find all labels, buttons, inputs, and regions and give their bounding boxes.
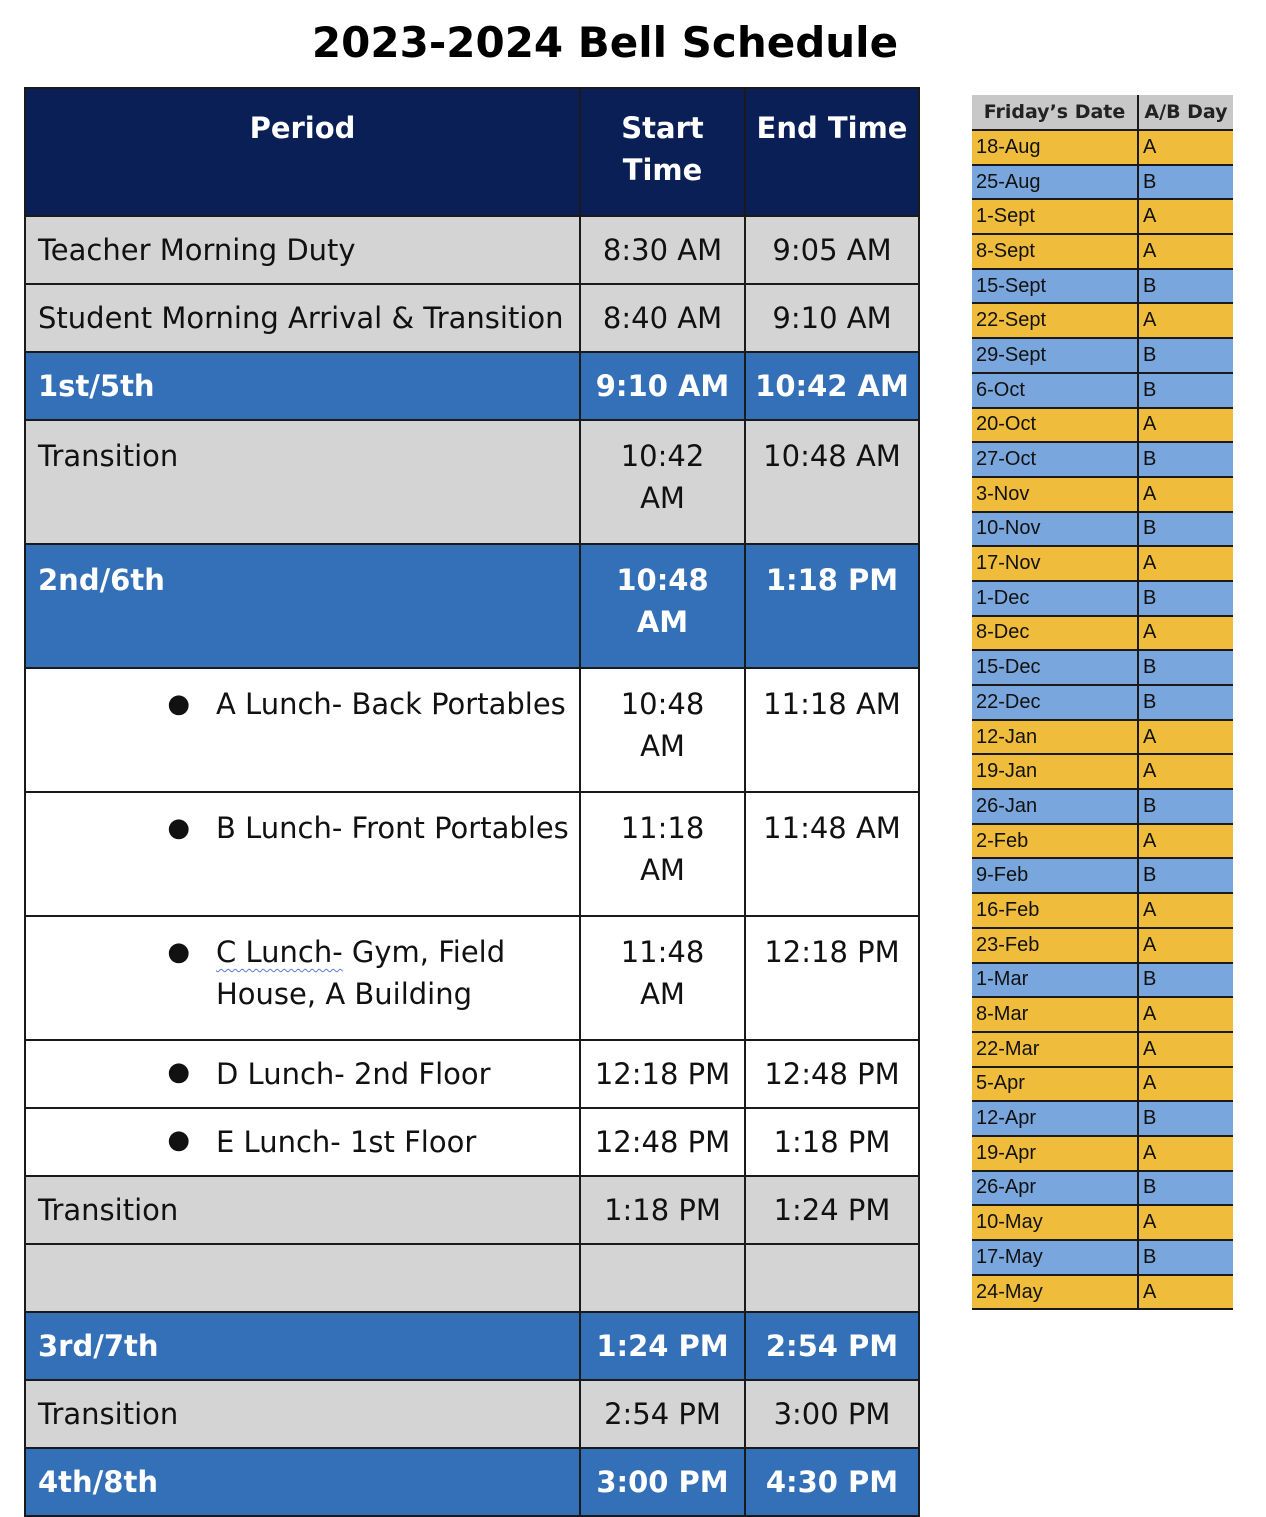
schedule-row bbox=[25, 916, 919, 1040]
calendar-row bbox=[972, 789, 1233, 824]
ab-day-value: A bbox=[1138, 199, 1233, 234]
friday-date: 10-Nov bbox=[972, 512, 1138, 547]
schedule-row bbox=[25, 216, 919, 284]
bullet-icon: ● bbox=[167, 1125, 190, 1155]
header-fridays-date: Friday’s Date bbox=[972, 95, 1138, 130]
bell-schedule-table bbox=[24, 87, 920, 1517]
ab-day-value: B bbox=[1138, 1101, 1233, 1136]
friday-date: 8-Sept bbox=[972, 234, 1138, 269]
calendar-row bbox=[972, 1136, 1233, 1171]
friday-date: 22-Dec bbox=[972, 685, 1138, 720]
calendar-row bbox=[972, 685, 1233, 720]
end-time: 9:10 AM bbox=[745, 284, 919, 352]
period-name: Transition bbox=[25, 1176, 580, 1244]
calendar-row bbox=[972, 1171, 1233, 1206]
start-time: 1:24 PM bbox=[580, 1312, 745, 1380]
calendar-header-row bbox=[972, 95, 1233, 130]
period-name: ● A Lunch- Back Portables bbox=[25, 668, 580, 792]
ab-day-value: A bbox=[1138, 477, 1233, 512]
calendar-row bbox=[972, 858, 1233, 893]
start-time: 11:18 AM bbox=[580, 792, 745, 916]
bullet-icon: ● bbox=[167, 937, 190, 967]
calendar-row bbox=[972, 130, 1233, 165]
end-time: 12:18 PM bbox=[745, 916, 919, 1040]
period-name: Student Morning Arrival & Transition bbox=[25, 284, 580, 352]
start-time: 2:54 PM bbox=[580, 1380, 745, 1448]
schedule-row bbox=[25, 420, 919, 544]
friday-date: 17-Nov bbox=[972, 546, 1138, 581]
friday-date: 26-Apr bbox=[972, 1171, 1138, 1206]
period-name: 2nd/6th bbox=[25, 544, 580, 668]
start-time: 11:48 AM bbox=[580, 916, 745, 1040]
start-time: 8:30 AM bbox=[580, 216, 745, 284]
calendar-row bbox=[972, 616, 1233, 651]
calendar-row bbox=[972, 1032, 1233, 1067]
ab-day-value: B bbox=[1138, 789, 1233, 824]
end-time: 2:54 PM bbox=[745, 1312, 919, 1380]
ab-day-value: B bbox=[1138, 373, 1233, 408]
calendar-row bbox=[972, 1205, 1233, 1240]
friday-date: 26-Jan bbox=[972, 789, 1138, 824]
calendar-row bbox=[972, 165, 1233, 200]
ab-day-value: B bbox=[1138, 512, 1233, 547]
ab-day-value: A bbox=[1138, 1136, 1233, 1171]
friday-date: 19-Apr bbox=[972, 1136, 1138, 1171]
end-time bbox=[745, 1244, 919, 1312]
friday-date: 23-Feb bbox=[972, 928, 1138, 963]
start-time bbox=[580, 1244, 745, 1312]
calendar-row bbox=[972, 893, 1233, 928]
schedule-row bbox=[25, 352, 919, 420]
friday-date: 9-Feb bbox=[972, 858, 1138, 893]
schedule-row bbox=[25, 544, 919, 668]
calendar-row bbox=[972, 1067, 1233, 1102]
ab-day-value: A bbox=[1138, 546, 1233, 581]
friday-date: 25-Aug bbox=[972, 165, 1138, 200]
ab-day-value: B bbox=[1138, 650, 1233, 685]
header-start-time: Start Time bbox=[580, 88, 745, 216]
friday-date: 1-Mar bbox=[972, 963, 1138, 998]
calendar-row bbox=[972, 512, 1233, 547]
ab-day-value: B bbox=[1138, 269, 1233, 304]
friday-date: 22-Mar bbox=[972, 1032, 1138, 1067]
friday-date: 12-Jan bbox=[972, 720, 1138, 755]
ab-day-value: B bbox=[1138, 963, 1233, 998]
friday-date: 19-Jan bbox=[972, 754, 1138, 789]
ab-day-value: B bbox=[1138, 1171, 1233, 1206]
schedule-row bbox=[25, 792, 919, 916]
period-name: 3rd/7th bbox=[25, 1312, 580, 1380]
schedule-row bbox=[25, 668, 919, 792]
schedule-row bbox=[25, 1380, 919, 1448]
start-time: 10:42 AM bbox=[580, 420, 745, 544]
ab-day-value: B bbox=[1138, 442, 1233, 477]
start-time: 9:10 AM bbox=[580, 352, 745, 420]
header-row bbox=[25, 88, 919, 216]
period-name: 1st/5th bbox=[25, 352, 580, 420]
ab-day-value: A bbox=[1138, 893, 1233, 928]
end-time: 4:30 PM bbox=[745, 1448, 919, 1516]
ab-day-value: A bbox=[1138, 928, 1233, 963]
calendar-row bbox=[972, 546, 1233, 581]
friday-date: 2-Feb bbox=[972, 824, 1138, 859]
calendar-row bbox=[972, 754, 1233, 789]
ab-day-value: B bbox=[1138, 165, 1233, 200]
friday-date: 17-May bbox=[972, 1240, 1138, 1275]
ab-day-value: B bbox=[1138, 338, 1233, 373]
bullet-icon: ● bbox=[167, 1057, 190, 1087]
friday-date: 15-Dec bbox=[972, 650, 1138, 685]
bullet-icon: ● bbox=[167, 813, 190, 843]
friday-date: 24-May bbox=[972, 1275, 1138, 1310]
friday-date: 27-Oct bbox=[972, 442, 1138, 477]
schedule-row bbox=[25, 284, 919, 352]
friday-date: 10-May bbox=[972, 1205, 1138, 1240]
header-period: Period bbox=[25, 88, 580, 216]
schedule-row bbox=[25, 1176, 919, 1244]
schedule-row bbox=[25, 1040, 919, 1108]
ab-day-value: A bbox=[1138, 1275, 1233, 1310]
end-time: 9:05 AM bbox=[745, 216, 919, 284]
ab-day-value: A bbox=[1138, 1067, 1233, 1102]
friday-date: 22-Sept bbox=[972, 303, 1138, 338]
ab-day-value: B bbox=[1138, 581, 1233, 616]
friday-date: 8-Mar bbox=[972, 997, 1138, 1032]
calendar-row bbox=[972, 303, 1233, 338]
end-time: 10:48 AM bbox=[745, 420, 919, 544]
header-end-time: End Time bbox=[745, 88, 919, 216]
ab-day-value: A bbox=[1138, 616, 1233, 651]
calendar-row bbox=[972, 824, 1233, 859]
period-name: ● C Lunch- Gym, Field House, A Building bbox=[25, 916, 580, 1040]
friday-date: 1-Sept bbox=[972, 199, 1138, 234]
ab-day-value: A bbox=[1138, 234, 1233, 269]
schedule-row bbox=[25, 1108, 919, 1176]
ab-day-value: A bbox=[1138, 1032, 1233, 1067]
start-time: 8:40 AM bbox=[580, 284, 745, 352]
period-name: 4th/8th bbox=[25, 1448, 580, 1516]
ab-day-value: A bbox=[1138, 754, 1233, 789]
calendar-row bbox=[972, 338, 1233, 373]
period-name bbox=[25, 1244, 580, 1312]
friday-date: 5-Apr bbox=[972, 1067, 1138, 1102]
friday-date: 15-Sept bbox=[972, 269, 1138, 304]
ab-day-value: B bbox=[1138, 858, 1233, 893]
ab-day-value: A bbox=[1138, 824, 1233, 859]
ab-day-value: B bbox=[1138, 1240, 1233, 1275]
ab-day-value: A bbox=[1138, 1205, 1233, 1240]
ab-day-calendar-table bbox=[972, 95, 1233, 1310]
calendar-row bbox=[972, 199, 1233, 234]
friday-date: 12-Apr bbox=[972, 1101, 1138, 1136]
friday-date: 1-Dec bbox=[972, 581, 1138, 616]
friday-date: 20-Oct bbox=[972, 408, 1138, 443]
friday-date: 29-Sept bbox=[972, 338, 1138, 373]
start-time: 3:00 PM bbox=[580, 1448, 745, 1516]
end-time: 10:42 AM bbox=[745, 352, 919, 420]
start-time: 12:48 PM bbox=[580, 1108, 745, 1176]
period-name: ● B Lunch- Front Portables bbox=[25, 792, 580, 916]
calendar-row bbox=[972, 581, 1233, 616]
end-time: 1:18 PM bbox=[745, 1108, 919, 1176]
period-name: ● D Lunch- 2nd Floor bbox=[25, 1040, 580, 1108]
bullet-icon: ● bbox=[167, 689, 190, 719]
friday-date: 6-Oct bbox=[972, 373, 1138, 408]
calendar-row bbox=[972, 234, 1233, 269]
period-name: Transition bbox=[25, 420, 580, 544]
friday-date: 3-Nov bbox=[972, 477, 1138, 512]
schedule-row-empty bbox=[25, 1244, 919, 1312]
start-time: 10:48 AM bbox=[580, 668, 745, 792]
calendar-row bbox=[972, 720, 1233, 755]
end-time: 12:48 PM bbox=[745, 1040, 919, 1108]
friday-date: 16-Feb bbox=[972, 893, 1138, 928]
calendar-row bbox=[972, 408, 1233, 443]
calendar-row bbox=[972, 477, 1233, 512]
friday-date: 8-Dec bbox=[972, 616, 1138, 651]
calendar-row bbox=[972, 963, 1233, 998]
start-time: 12:18 PM bbox=[580, 1040, 745, 1108]
calendar-row bbox=[972, 442, 1233, 477]
ab-day-value: B bbox=[1138, 685, 1233, 720]
calendar-row bbox=[972, 1240, 1233, 1275]
calendar-row bbox=[972, 1275, 1233, 1310]
ab-day-value: A bbox=[1138, 130, 1233, 165]
schedule-row bbox=[25, 1312, 919, 1380]
end-time: 1:24 PM bbox=[745, 1176, 919, 1244]
schedule-row bbox=[25, 1448, 919, 1516]
calendar-row bbox=[972, 373, 1233, 408]
ab-day-value: A bbox=[1138, 720, 1233, 755]
period-name: Transition bbox=[25, 1380, 580, 1448]
end-time: 11:18 AM bbox=[745, 668, 919, 792]
ab-day-value: A bbox=[1138, 408, 1233, 443]
calendar-row bbox=[972, 997, 1233, 1032]
period-name: ● E Lunch- 1st Floor bbox=[25, 1108, 580, 1176]
ab-day-value: A bbox=[1138, 997, 1233, 1032]
friday-date: 18-Aug bbox=[972, 130, 1138, 165]
ab-day-value: A bbox=[1138, 303, 1233, 338]
calendar-row bbox=[972, 650, 1233, 685]
period-name: Teacher Morning Duty bbox=[25, 216, 580, 284]
end-time: 11:48 AM bbox=[745, 792, 919, 916]
end-time: 1:18 PM bbox=[745, 544, 919, 668]
calendar-row bbox=[972, 269, 1233, 304]
header-ab-day: A/B Day bbox=[1138, 95, 1233, 130]
end-time: 3:00 PM bbox=[745, 1380, 919, 1448]
calendar-row bbox=[972, 1101, 1233, 1136]
page-title: 2023-2024 Bell Schedule bbox=[311, 18, 899, 67]
start-time: 1:18 PM bbox=[580, 1176, 745, 1244]
calendar-row bbox=[972, 928, 1233, 963]
start-time: 10:48 AM bbox=[580, 544, 745, 668]
